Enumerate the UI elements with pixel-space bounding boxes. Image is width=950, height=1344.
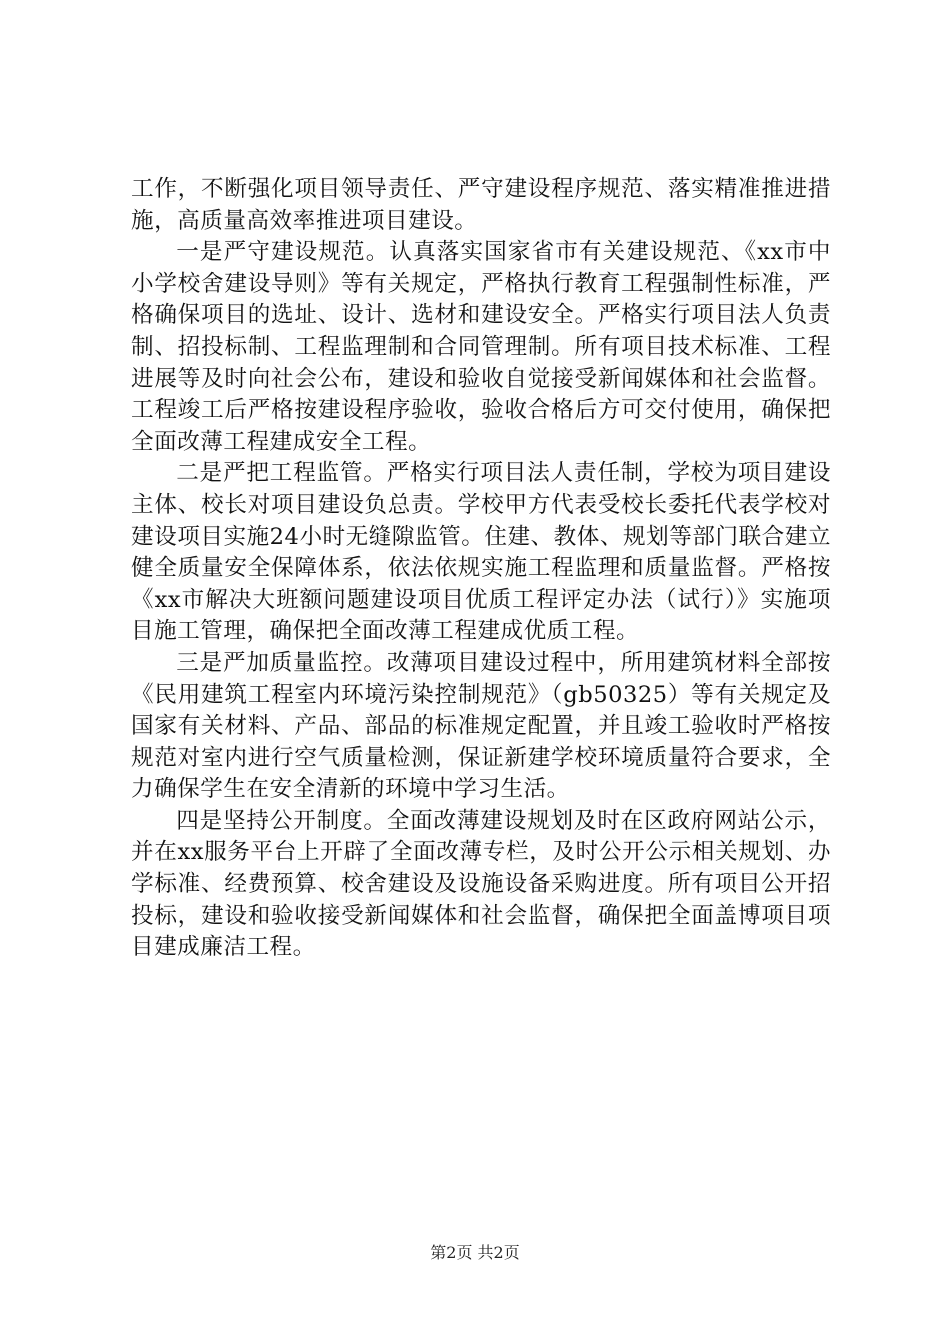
paragraph-project-supervision: 二是严把工程监管。严格实行项目法人责任制，学校为项目建设主体、校长对项目建设负总责。学校甲方代表受校长委托代表学校对建设项目实施24小时无缝隙监管。住建、教体、规划等部门联合建立健全质量安全保障体系，依法依规实施工程监理和质量监督。严格按《xx市解决大班额问题建设项目优质工程评定办法（试行）》实施项目施工管理，确保把全面改薄工程建成优质工程。 (131, 460, 831, 645)
paragraph-construction-standards: 一是严守建设规范。认真落实国家省市有关建设规范、《xx市中小学校舍建设导则》等有关规定，严格执行教育工程强制性标准，严格确保项目的选址、设计、选材和建设安全。严格实行项目法人负责制、招投标制、工程监理制和合同管理制。所有项目技术标准、工程进展等及时向社会公布，建设和验收自觉接受新闻媒体和社会监督。工程竣工后严格按建设程序验收，验收合格后方可交付使用，确保把全面改薄工程建成安全工程。 (131, 239, 831, 455)
paragraph-quality-monitoring: 三是严加质量监控。改薄项目建设过程中，所用建筑材料全部按《民用建筑工程室内环境污染控制规范》（gb50325）等有关规定及国家有关材料、产品、部品的标准规定配置，并且竣工验收时严格按规范对室内进行空气质量检测，保证新建学校环境质量符合要求，全力确保学生在安全清新的环境中学习生活。 (131, 649, 831, 803)
document-body (131, 174, 831, 964)
paragraph-public-disclosure: 四是坚持公开制度。全面改薄建设规划及时在区政府网站公示，并在xx服务平台上开辟了全面改薄专栏，及时公开公示相关规划、办学标准、经费预算、校舍建设及设施设备采购进度。所有项目公开招投标，建设和验收接受新闻媒体和社会监督，确保把全面盖博项目项目建成廉洁工程。 (131, 807, 831, 961)
paragraph-continuation: 工作，不断强化项目领导责任、严守建设程序规范、落实精准推进措施，高质量高效率推进项目建设。 (131, 176, 831, 234)
page-number-footer: 第2页 共2页 (430, 1243, 520, 1262)
